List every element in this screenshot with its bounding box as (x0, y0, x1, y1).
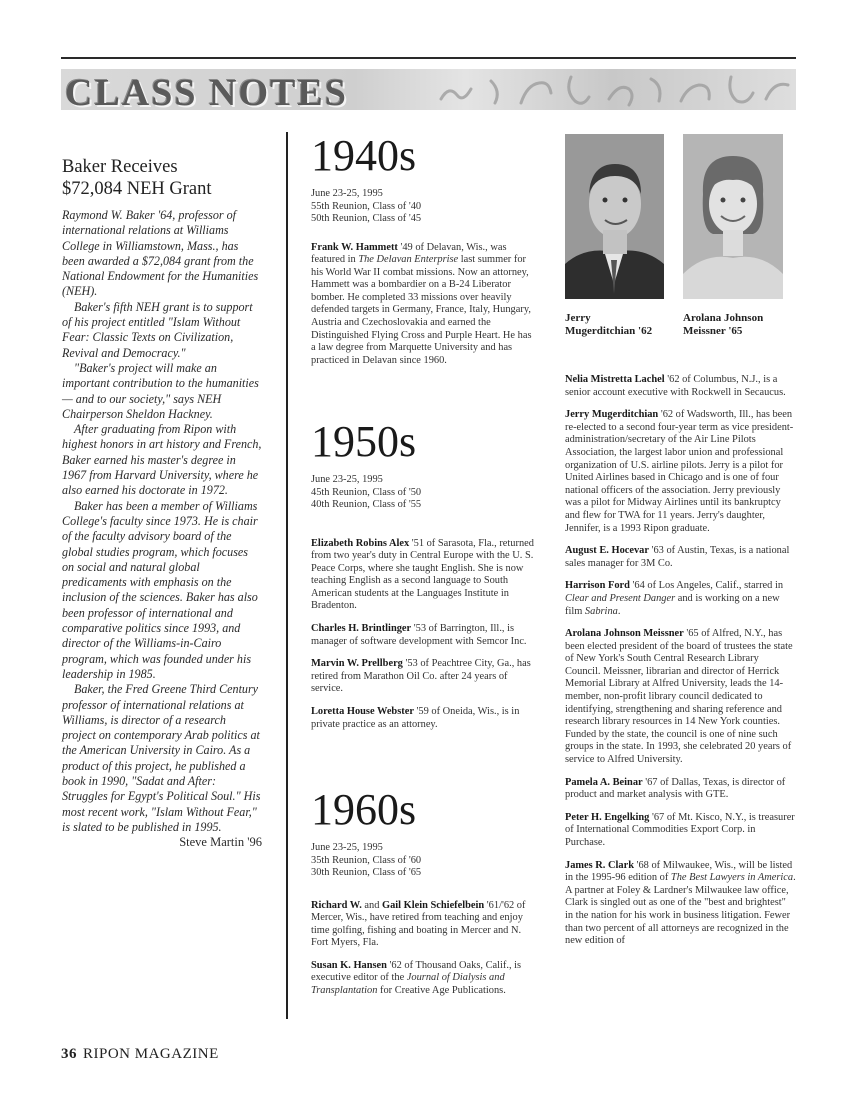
feature-headline (62, 156, 262, 200)
note-name: Charles H. Brintlinger (311, 623, 412, 635)
photo-arolana-meissner (683, 134, 783, 299)
class-note (565, 628, 796, 767)
magazine-name: RIPON MAGAZINE (83, 1046, 219, 1062)
section-1960s (311, 784, 537, 998)
class-note (565, 812, 796, 850)
publication-title: The Best Lawyers in America (670, 872, 794, 884)
note-name: Richard W. (311, 899, 362, 911)
class-note (565, 545, 796, 570)
banner-texture-icon (431, 69, 796, 110)
film-title: Sabrina (584, 605, 618, 617)
reunion-line: 30th Reunion, Class of '65 (311, 867, 422, 878)
film-title: Clear and Present Danger (565, 592, 676, 604)
note-name: Elizabeth Robins Alex (311, 537, 410, 549)
note-text: and is working on a new film (565, 592, 780, 617)
headline-line-2: $72,084 NEH Grant (62, 179, 212, 199)
reunion-dates: June 23-25, 1995 (311, 188, 383, 199)
note-text: and (361, 899, 383, 911)
decade-heading: 1960s (311, 785, 417, 834)
banner-title: CLASS NOTES (65, 72, 348, 110)
reunion-info (311, 842, 537, 880)
reunion-info (311, 188, 537, 226)
note-text: . (617, 605, 621, 617)
portrait-man-icon (565, 134, 664, 299)
photo-caption (683, 312, 763, 338)
photo-jerry-mugerditchian (565, 134, 664, 299)
class-note (311, 658, 537, 696)
note-name: Frank W. Hammett (311, 241, 398, 253)
note-name: Susan K. Hansen (311, 959, 387, 971)
publication-title: Journal of Dialysis and Transplantation (311, 972, 505, 997)
note-text: '53 of Peachtree City, Ga., has retired from Marathon Oil Co. after 24 years of service. (311, 658, 531, 695)
section-1950s (311, 416, 537, 731)
note-text: '67 of Mt. Kisco, N.Y., is treasurer of International Commodities Export Corp. in Purchase. (565, 811, 795, 848)
headline-line-1: Baker Receives (62, 157, 178, 177)
class-note (311, 242, 537, 368)
class-note (311, 538, 537, 614)
note-name: Loretta House Webster (311, 706, 414, 718)
note-text: '61/'62 of Mercer, Wis., have retired from teaching and enjoy time golfing, fishing and boating in Mercer and N. Fort Myers, Fla. (311, 899, 526, 949)
portrait-woman-icon (683, 134, 783, 299)
class-note (311, 900, 537, 950)
feature-story (62, 156, 262, 850)
note-text: last summer for his World War II combat missions. Now an attorney, Hammett was a bombardier on a B-24 Liberator bomber. He completed 33 missions over heavily defended targets in Germany, France, Italy, Hungary, Austria and Czechoslovakia and earned the Distinguished Flying Cross and Purple Heart. He has a law degree from Marquette University and has practiced in Delavan since 1960. (311, 254, 532, 366)
reunion-line: 50th Reunion, Class of '45 (311, 213, 422, 224)
decade-heading: 1950s (311, 417, 417, 466)
class-note (565, 860, 796, 948)
note-text: '67 of Dallas, Texas, is director of product and market analysis with GTE. (565, 776, 786, 801)
note-text: '63 of Austin, Texas, is a national sales manager for 3M Co. (565, 545, 790, 569)
note-name: Pamela A. Beinar (565, 776, 643, 788)
note-text: for Creative Age Publications. (377, 985, 506, 997)
feature-paragraph: After graduating from Ripon with highest honors in art history and French, Baker earned his master's degree in 1967 from Harvard University, where he also earned his doctorate in 1972. (62, 422, 262, 498)
feature-paragraph: "Baker's project will make an important contribution to the humanities — and to our society," says NEH Chairperson Sheldon Hackney. (62, 360, 259, 421)
class-note (565, 409, 796, 535)
byline: Steve Martin '96 (179, 835, 262, 850)
feature-paragraph: Baker, the Fred Greene Third Century professor of international relations at Williams, is director of a research project on contemporary Arab politics at the American University in Cairo. As a product of this project, he published a book in 1990, "Sadat and After: Struggles for Egypt's Political Soul." His most recent work, "Islam Without Fear," is slated to be published in 1995. (62, 682, 261, 834)
column-divider (286, 132, 288, 1019)
caption-line: Jerry (565, 312, 591, 324)
note-name: Marvin W. Prellberg (311, 658, 403, 670)
feature-paragraph: Baker has been a member of Williams College's faculty since 1973. He is chair of the faculty advisory board of the global studies program, which focuses on social and natural global predicaments with emphasis on the inclusion of the sciences. Baker has also been professor of international and comparative politics since 1993, and director of the Williams-in-Cairo program, which was founded under his leadership in 1985. (62, 498, 258, 681)
decade-heading: 1940s (311, 131, 417, 180)
class-notes-banner (61, 69, 796, 110)
reunion-line: 35th Reunion, Class of '60 (311, 854, 422, 866)
note-text: '62 of Columbus, N.J., is a senior account executive with Rockwell in Secaucus. (565, 374, 786, 398)
feature-paragraph: Raymond W. Baker '64, professor of international relations at Williams College in Williamstown, Mass., has been awarded a $72,084 grant from the National Endowment for the Humanities (NEH). (62, 208, 259, 299)
top-rule (61, 57, 796, 59)
note-text: '62 of Thousand Oaks, Calif., is executive editor of the (311, 959, 522, 984)
note-name: Arolana Johnson Meissner (565, 628, 684, 640)
note-text: '51 of Sarasota, Fla., returned from two year's duty in Central Europe with the U. S. Peace Corps, where she taught English. She is now teaching English as a second language to South American students at the Languages Institute in Bradenton. (311, 537, 534, 612)
feature-body (62, 208, 262, 850)
section-1940s (311, 130, 537, 367)
note-text: '53 of Barrington, Ill., is manager of software development with Semcor Inc. (311, 623, 527, 647)
photo-caption (565, 312, 652, 338)
note-name: James R. Clark (565, 859, 634, 871)
reunion-info (311, 474, 537, 512)
reunion-line: 40th Reunion, Class of '55 (311, 499, 422, 510)
page-number: 36 (61, 1046, 77, 1062)
caption-line: Mugerditchian '62 (565, 325, 653, 337)
reunion-line: 55th Reunion, Class of '40 (311, 200, 422, 212)
note-name: Nelia Mistretta Lachel (565, 374, 665, 385)
page-footer (61, 1046, 225, 1063)
reunion-dates: June 23-25, 1995 (311, 842, 383, 853)
class-note (311, 623, 537, 648)
note-name: Gail Klein Schiefelbein (382, 899, 485, 911)
note-text: '65 of Alfred, N.Y., has been elected president of the board of trustees the state of New York's South Central Research Library Council. Meissner, librarian and director of Herrick Memorial Library at Alfred University, leads the 14-member, non-profit library council dedicated to identifying, strengthening and sharing reference and research library resources in 14 New York counties. Funded by the state, the council is one of nine such groups in the state. In 1993, she celebrated 20 years of service to Alfred University. (565, 628, 793, 766)
reunion-line: 45th Reunion, Class of '50 (311, 486, 422, 498)
note-text: '49 of Delavan, Wis., was featured in (311, 241, 507, 266)
caption-line: Meissner '65 (683, 325, 743, 337)
publication-title: The Delavan Enterprise (358, 254, 459, 266)
caption-line: Arolana Johnson (683, 312, 764, 324)
note-name: Harrison Ford (565, 580, 630, 592)
note-name: August E. Hocevar (565, 545, 649, 557)
note-text: '59 of Oneida, Wis., is in private practice as an attorney. (311, 706, 520, 730)
class-note (565, 580, 796, 618)
reunion-dates: June 23-25, 1995 (311, 474, 383, 485)
class-note (565, 777, 796, 802)
note-name: Peter H. Engelking (565, 811, 650, 823)
note-name: Jerry Mugerditchian (565, 409, 659, 421)
feature-paragraph: Baker's fifth NEH grant is to support of his project entitled "Islam Without Fear: Classic Texts on Civilization, Revival and Democracy." (62, 299, 253, 360)
note-text: '62 of Wadsworth, Ill., has been re-elected to a second four-year term as vice president-administration/secretary of the Air Line Pilots Association, the largest labor union and professional organization of U.S. airline pilots. Jerry is a pilot for United Airlines based in Chicago and is one of four national officers of the association. Jerry previously was a pilot for Midway Airlines until its bankruptcy and flew for TWA for 11 years. Jerry's daughter, Jennifer, is a 1993 Ripon graduate. (565, 409, 794, 534)
class-note (311, 706, 537, 731)
note-text: . A partner at Foley & Lardner's Milwaukee law office, Clark is singled out as one of the "best and brightest" in the nation for his work in business litigation. Fewer than two percent of all attorneys are recognized in the new edition of (565, 872, 796, 947)
note-text: '64 of Los Angeles, Calif., starred in (629, 580, 784, 592)
note-text: '68 of Milwaukee, Wis., will be listed in the 1995-96 edition of (565, 859, 793, 884)
class-note (311, 960, 537, 998)
class-note (565, 374, 796, 399)
class-notes-column-3 (565, 374, 796, 948)
